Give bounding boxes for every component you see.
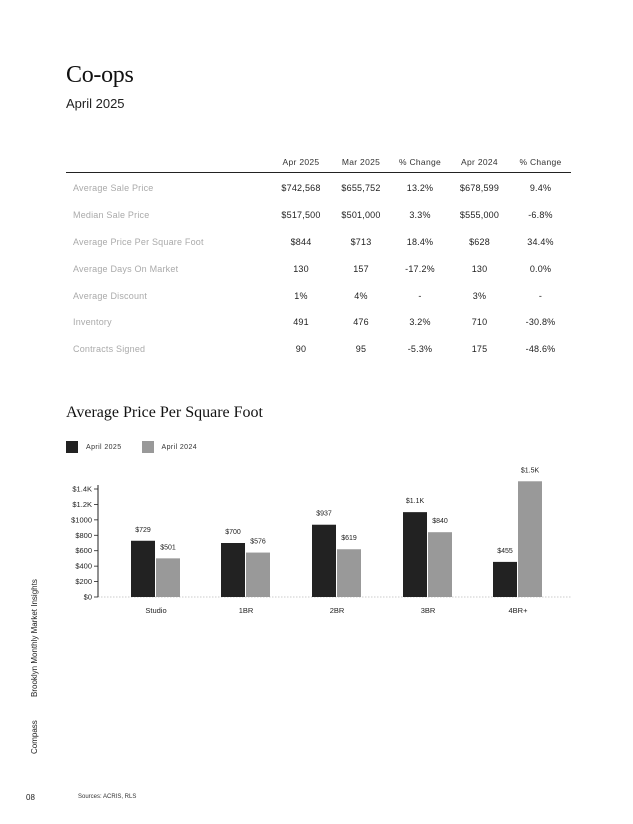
row-label: Average Discount <box>73 290 148 301</box>
data-label: $501 <box>160 544 176 552</box>
table-cell: 1% <box>294 290 308 301</box>
y-tick-label: $800 <box>75 530 92 540</box>
data-label: $729 <box>135 526 151 534</box>
data-label: $576 <box>250 538 266 546</box>
row-label: Median Sale Price <box>73 210 150 221</box>
y-tick-label: $0 <box>83 592 92 602</box>
table-cell: 491 <box>293 317 309 328</box>
column-header <box>66 152 271 173</box>
legend-item <box>66 441 122 453</box>
x-tick-label: 3BR <box>420 606 436 615</box>
table-cell: -6.8% <box>528 210 553 221</box>
table-row <box>66 255 571 282</box>
table-cell: $713 <box>350 236 372 247</box>
table-cell: 90 <box>295 344 307 355</box>
table-row <box>66 336 571 363</box>
table-row <box>66 282 571 309</box>
bar <box>403 512 427 597</box>
chart-legend <box>66 441 217 453</box>
bar <box>246 553 270 597</box>
table-cell: 18.4% <box>406 236 434 247</box>
y-tick-label: $1000 <box>71 515 92 525</box>
table-cell: 3.3% <box>409 210 431 221</box>
column-header: % Change <box>391 152 449 173</box>
table-row <box>66 173 571 202</box>
table-cell: -5.3% <box>407 344 433 355</box>
row-label: Contracts Signed <box>73 344 146 355</box>
table-cell: 4% <box>354 290 368 301</box>
column-header: Mar 2025 <box>331 152 391 173</box>
y-tick-label: $1.4K <box>72 484 92 494</box>
x-tick-label: 1BR <box>238 606 254 615</box>
table-cell: 3% <box>472 290 487 301</box>
table-row <box>66 202 571 229</box>
page-title: Co-ops <box>66 62 134 88</box>
legend-item <box>142 441 198 453</box>
data-label: $937 <box>316 510 332 518</box>
page-number: 08 <box>26 793 35 802</box>
table-cell: $628 <box>469 236 490 247</box>
table-cell: $844 <box>290 236 312 247</box>
table-cell: 157 <box>353 263 369 274</box>
bar <box>337 549 361 597</box>
bar <box>312 525 336 597</box>
table-cell: 130 <box>471 263 488 274</box>
table-cell: $555,000 <box>459 210 500 221</box>
bar <box>221 543 245 597</box>
table-cell: - <box>538 290 543 301</box>
table-cell: 476 <box>353 317 369 328</box>
legend-label: April 2025 <box>86 443 122 451</box>
side-title: Brooklyn Monthly Market Insights <box>30 579 39 697</box>
page-subtitle: April 2025 <box>66 96 125 111</box>
table-cell: $501,000 <box>341 210 381 221</box>
bar <box>518 481 542 597</box>
data-label: $840 <box>432 518 448 526</box>
column-header: % Change <box>510 152 571 173</box>
data-label: $700 <box>225 529 241 536</box>
table-cell: -17.2% <box>405 263 435 274</box>
table-cell: $655,752 <box>341 183 381 194</box>
data-label: $455 <box>497 547 513 555</box>
table-cell: $517,500 <box>281 210 321 221</box>
bar <box>428 532 452 597</box>
table-cell: - <box>418 290 422 301</box>
side-brand: Compass <box>30 720 39 754</box>
table-cell: 175 <box>471 344 488 355</box>
legend-label: April 2024 <box>161 443 198 451</box>
table-cell: 0.0% <box>529 263 552 274</box>
y-tick-label: $600 <box>75 546 92 556</box>
table-cell: $742,568 <box>281 183 321 194</box>
metrics-table <box>66 152 571 363</box>
bar <box>156 558 180 597</box>
x-tick-label: 4BR+ <box>508 606 528 615</box>
table-cell: 9.4% <box>529 183 552 194</box>
y-tick-label: $400 <box>75 561 92 571</box>
table-cell: 95 <box>355 344 367 355</box>
table-row <box>66 309 571 336</box>
data-label: $1.1K <box>405 498 425 506</box>
table-cell: 130 <box>293 263 309 274</box>
row-label: Average Days On Market <box>73 263 179 274</box>
sources-note: Sources: ACRIS, RLS <box>78 794 137 800</box>
data-label: $1.5K <box>520 467 540 475</box>
bar-chart <box>0 460 633 625</box>
legend-swatch <box>142 441 154 453</box>
x-tick-label: Studio <box>145 606 167 615</box>
bar <box>493 562 517 597</box>
table-cell: -30.8% <box>525 317 556 328</box>
row-label: Inventory <box>73 317 112 328</box>
column-header: Apr 2025 <box>271 152 331 173</box>
table-cell: -48.6% <box>525 344 556 355</box>
x-tick-label: 2BR <box>329 606 345 615</box>
legend-swatch <box>66 441 78 453</box>
table-cell: 13.2% <box>406 183 434 194</box>
data-label: $619 <box>341 535 357 543</box>
table-cell: 710 <box>471 317 488 328</box>
chart-title: Average Price Per Square Foot <box>66 404 263 421</box>
y-tick-label: $200 <box>75 577 92 587</box>
table-cell: 3.2% <box>409 317 431 328</box>
table-header-row <box>66 152 571 173</box>
table-cell: 34.4% <box>527 236 554 247</box>
row-label: Average Price Per Square Foot <box>73 236 204 247</box>
table-cell: $678,599 <box>459 183 500 194</box>
column-header: Apr 2024 <box>449 152 510 173</box>
row-label: Average Sale Price <box>73 183 154 194</box>
table-row <box>66 229 571 256</box>
y-tick-label: $1.2K <box>72 499 92 509</box>
bar <box>131 541 155 597</box>
